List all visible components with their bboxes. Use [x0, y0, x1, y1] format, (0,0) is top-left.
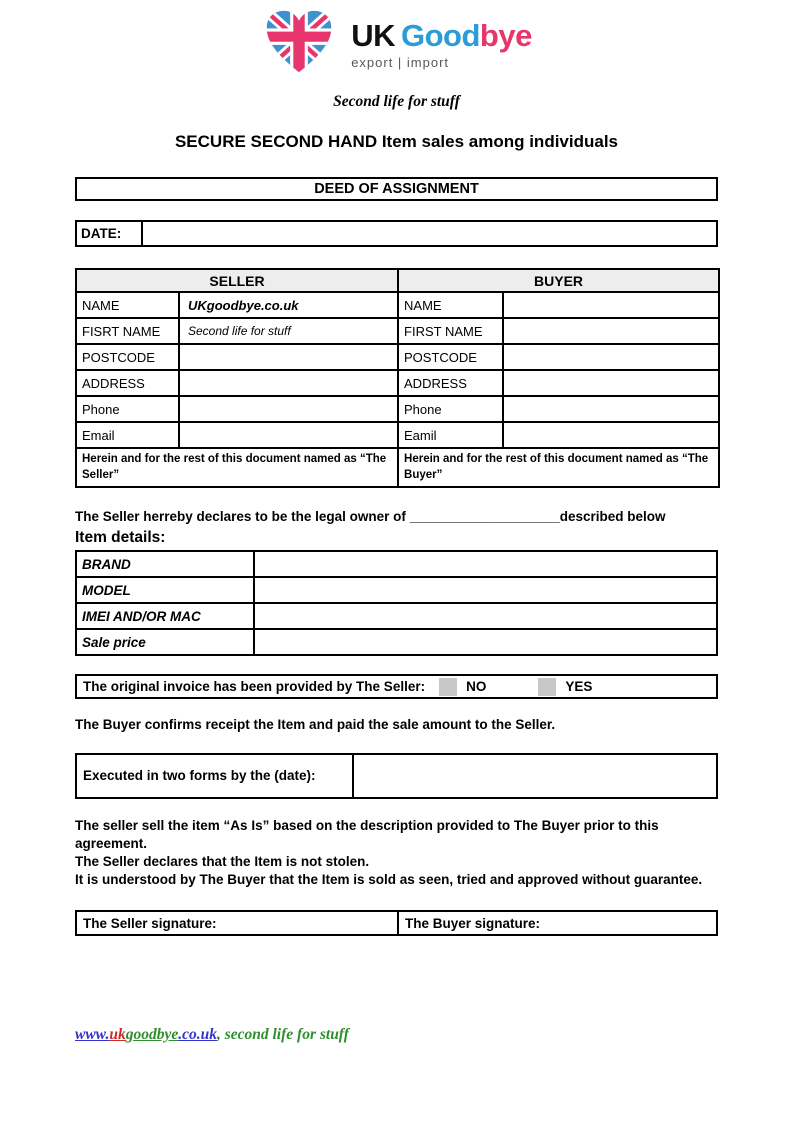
footer-slogan: , second life for stuff — [216, 1026, 349, 1043]
buyer-signature-cell[interactable]: The Buyer signature: — [398, 911, 717, 935]
buyer-firstname-label: FIRST NAME — [398, 318, 503, 344]
seller-header: SELLER — [76, 269, 398, 292]
parties-table — [75, 268, 720, 488]
buyer-address-label: ADDRESS — [398, 370, 503, 396]
logo-text — [351, 8, 532, 70]
seller-address-field[interactable] — [179, 370, 398, 396]
seller-phone-label: Phone — [76, 396, 179, 422]
no-checkbox[interactable] — [439, 678, 457, 696]
brand-field[interactable] — [254, 551, 717, 577]
brand-label: BRAND — [76, 551, 254, 577]
table-row — [76, 370, 719, 396]
footer-goodbye[interactable]: goodbye — [125, 1026, 179, 1043]
seller-email-label: Email — [76, 422, 179, 448]
buyer-phone-label: Phone — [398, 396, 503, 422]
table-row — [76, 551, 717, 577]
seller-postcode-field[interactable] — [179, 344, 398, 370]
buyer-firstname-field[interactable] — [503, 318, 719, 344]
model-label: MODEL — [76, 577, 254, 603]
date-table — [75, 220, 718, 247]
buyer-email-field[interactable] — [503, 422, 719, 448]
signature-table — [75, 910, 718, 936]
executed-date-label: Executed in two forms by the (date): — [76, 754, 353, 798]
seller-address-label: ADDRESS — [76, 370, 179, 396]
table-row — [76, 396, 719, 422]
footer-couk[interactable]: .co.uk — [178, 1026, 217, 1043]
table-row — [76, 344, 719, 370]
buyer-herein-note: Herein and for the rest of this document named as “The Buyer” — [398, 448, 719, 487]
seller-name-value[interactable]: UKgoodbye.co.uk — [179, 292, 398, 318]
terms-paragraphs — [75, 817, 718, 889]
brand-name — [351, 20, 532, 51]
date-label: DATE: — [76, 221, 142, 246]
brand-good: Good — [400, 18, 480, 53]
seller-firstname-value[interactable]: Second life for stuff — [179, 318, 398, 344]
term-not-stolen: The Seller declares that the Item is not stolen. — [75, 854, 370, 870]
seller-signature-cell[interactable]: The Seller signature: — [76, 911, 398, 935]
uk-heart-flag-icon — [261, 8, 337, 78]
date-field[interactable] — [142, 221, 717, 246]
brand-bye: bye — [479, 18, 532, 53]
document-title: SECURE SECOND HAND Item sales among individuals — [174, 132, 619, 151]
deed-heading-box: DEED OF ASSIGNMENT — [75, 177, 718, 201]
table-row — [76, 318, 719, 344]
seller-firstname-label: FISRT NAME — [76, 318, 179, 344]
table-row — [76, 577, 717, 603]
website-link[interactable] — [75, 1026, 217, 1043]
buyer-postcode-label: POSTCODE — [398, 344, 503, 370]
brand-uk: UK — [351, 18, 395, 53]
model-field[interactable] — [254, 577, 717, 603]
footer — [75, 1026, 349, 1044]
buyer-email-label: Eamil — [398, 422, 503, 448]
logo — [75, 8, 718, 78]
yes-checkbox[interactable] — [538, 678, 556, 696]
buyer-header: BUYER — [398, 269, 719, 292]
seller-herein-note: Herein and for the rest of this document named as “The Seller” — [76, 448, 398, 487]
item-details-heading: Item details: — [75, 529, 166, 547]
table-row — [76, 629, 717, 655]
logo-subtitle: export | import — [351, 55, 450, 70]
seller-email-field[interactable] — [179, 422, 398, 448]
seller-phone-field[interactable] — [179, 396, 398, 422]
term-as-is: The seller sell the item “As Is” based on the description provided to The Buyer prior to this agreement. — [75, 818, 659, 852]
tagline: Second life for stuff — [333, 93, 460, 110]
buyer-address-field[interactable] — [503, 370, 719, 396]
ownership-declaration: The Seller herreby declares to be the legal owner of ____________________described below — [75, 509, 666, 525]
invoice-provided-label: The original invoice has been provided by The Seller: — [83, 679, 426, 695]
imei-mac-label: IMEI AND/OR MAC — [76, 603, 254, 629]
item-details-table — [75, 550, 718, 656]
imei-mac-field[interactable] — [254, 603, 717, 629]
buyer-name-label: NAME — [398, 292, 503, 318]
buyer-confirmation: The Buyer confirms receipt the Item and paid the sale amount to the Seller. — [75, 717, 556, 733]
executed-date-field[interactable] — [353, 754, 717, 798]
table-row — [76, 292, 719, 318]
yes-label: YES — [565, 679, 593, 695]
buyer-postcode-field[interactable] — [503, 344, 719, 370]
seller-postcode-label: POSTCODE — [76, 344, 179, 370]
table-row — [76, 422, 719, 448]
seller-name-label: NAME — [76, 292, 179, 318]
invoice-provided-row — [75, 674, 718, 699]
sale-price-label: Sale price — [76, 629, 254, 655]
buyer-name-field[interactable] — [503, 292, 719, 318]
term-sold-as-seen: It is understood by The Buyer that the Item is sold as seen, tried and approved without guarantee. — [75, 872, 703, 888]
executed-table — [75, 753, 718, 799]
table-row — [76, 603, 717, 629]
buyer-phone-field[interactable] — [503, 396, 719, 422]
no-label: NO — [466, 679, 487, 695]
footer-www[interactable]: www. — [75, 1026, 110, 1043]
sale-price-field[interactable] — [254, 629, 717, 655]
footer-uk[interactable]: uk — [109, 1026, 126, 1043]
